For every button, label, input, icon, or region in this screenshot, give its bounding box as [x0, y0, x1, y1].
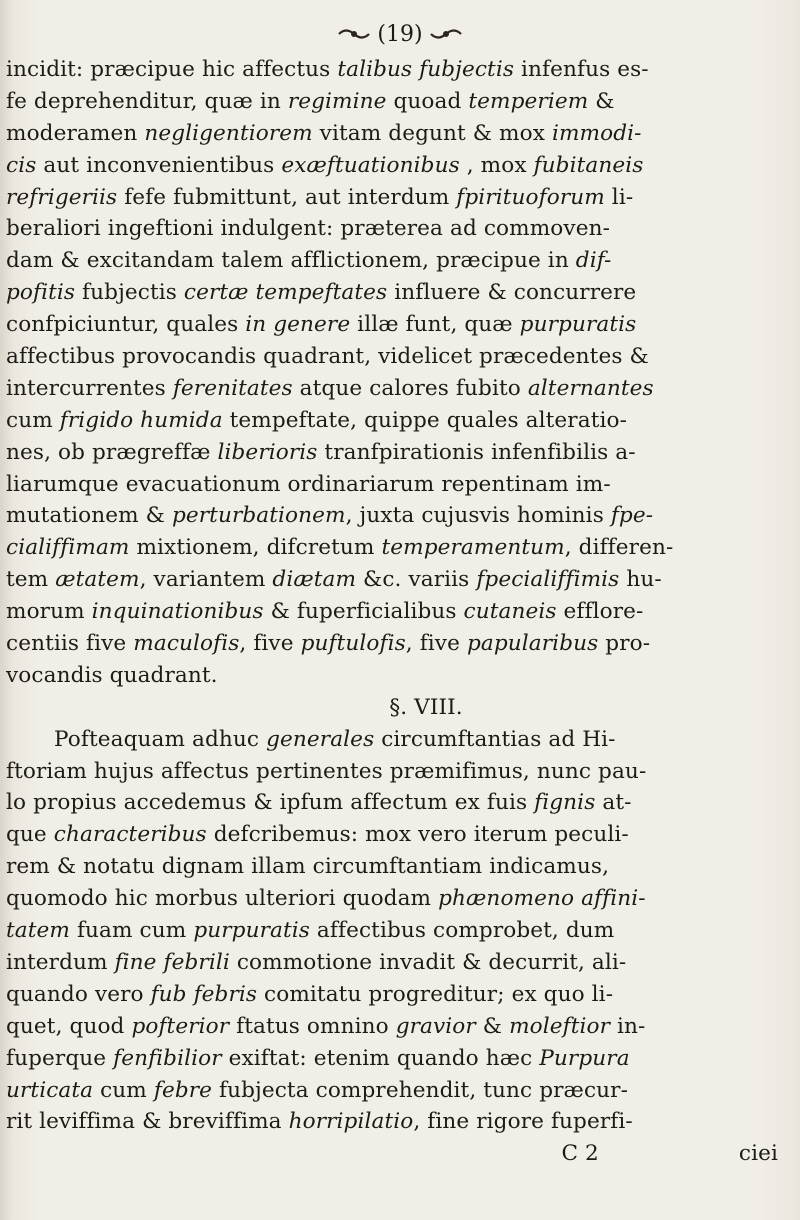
text-run: quomodo hic morbus ulteriori quodam [6, 886, 439, 912]
text-run: nes, ob prægreffæ [6, 439, 218, 465]
text-run: beraliori ingeftioni indulgent: præterea ad commoven- [6, 216, 610, 242]
italic-run: talibus fubjectis [337, 57, 515, 82]
italic-run: diætam [272, 567, 357, 593]
text-line [6, 405, 786, 437]
text-line [6, 86, 786, 118]
text-run: , fine rigore fuperfi- [413, 1109, 633, 1135]
italic-run: papularibus [466, 631, 599, 657]
text-run: mutationem & [6, 503, 172, 529]
text-run: efflore- [556, 599, 644, 625]
text-run: ftoriam hujus affectus pertinentes præmifimus, nunc pau- [6, 758, 647, 784]
text-run: commotione invadit & decurrit, ali- [229, 949, 627, 975]
italic-run: cialiffimam [6, 535, 130, 561]
text-run: que [6, 822, 54, 848]
italic-run: fpirituoforum [456, 184, 605, 210]
left-ornament-icon [337, 26, 371, 42]
italic-run: in genere [245, 312, 351, 338]
text-line [6, 437, 786, 469]
text-line [6, 150, 786, 182]
italic-run: purpuratis [519, 312, 637, 338]
italic-run: cutaneis [463, 599, 557, 625]
italic-run: cis [6, 152, 37, 178]
text-run: , five [405, 631, 467, 657]
text-run: fubjecta comprehendit, tunc præcur- [212, 1077, 628, 1103]
text-run: pro- [598, 631, 651, 657]
page-number: (19) [377, 21, 423, 47]
italic-run: liberioris [217, 439, 318, 465]
text-run: atque calores fubito [292, 375, 528, 401]
text-line [6, 883, 786, 915]
text-line [6, 915, 786, 947]
text-run: ftatus omnino [229, 1013, 396, 1039]
italic-run: horripilatio [288, 1109, 414, 1135]
italic-run: characteribus [53, 822, 207, 848]
text-run: cum [6, 407, 60, 433]
text-run: confpiciuntur, quales [6, 312, 246, 338]
text-run: illæ funt, quæ [350, 312, 520, 338]
italic-run: negligentiorem [144, 120, 313, 146]
italic-run: frigido humida [59, 407, 223, 433]
text-run: affectibus provocandis quadrant, videlicet præcedentes & [6, 344, 649, 370]
italic-run: Purpura [539, 1045, 630, 1071]
text-run: fubjectis [75, 280, 184, 306]
text-run: fuam cum [69, 918, 194, 944]
text-run: li- [604, 184, 634, 210]
text-line [6, 851, 786, 883]
text-run: tem [6, 567, 56, 593]
italic-run: exæftuationibus [281, 152, 460, 178]
running-header [0, 16, 800, 52]
italic-run: fub febris [150, 981, 258, 1007]
italic-run: regimine [287, 88, 387, 114]
right-ornament-icon [429, 26, 463, 42]
italic-run: phænomeno affini- [438, 886, 646, 912]
text-run: fe deprehenditur, quæ in [6, 88, 288, 114]
text-run: , juxta cujusvis hominis [345, 503, 611, 529]
text-run: , mox [459, 152, 534, 178]
text-line [6, 787, 786, 819]
text-line [6, 564, 786, 596]
italic-run: fignis [534, 790, 596, 816]
text-run: intercurrentes [6, 375, 173, 401]
text-run: &c. variis [356, 567, 477, 593]
signature-mark: C 2 [561, 1141, 599, 1167]
italic-run: tatem [6, 918, 70, 944]
text-line [6, 500, 786, 532]
italic-run: fubitaneis [533, 152, 644, 178]
text-line [6, 947, 786, 979]
text-run: affectibus comprobet, dum [309, 918, 615, 944]
text-run: , differen- [564, 535, 674, 561]
text-line [6, 1043, 786, 1075]
italic-run: fpecialiffimis [476, 567, 620, 593]
text-run: exiftat: etenim quando hæc [221, 1045, 540, 1071]
text-line [6, 469, 786, 501]
text-run: lo propius accedemus & ipfum affectum ex fuis [6, 790, 535, 816]
text-run: interdum [6, 949, 115, 975]
italic-run: fine febrili [114, 949, 230, 975]
text-run: centiis five [6, 631, 134, 657]
italic-run: pofitis [6, 280, 76, 306]
text-run: fefe fubmittunt, aut interdum [117, 184, 457, 210]
italic-run: fenfibilior [113, 1045, 222, 1071]
text-run: defcribemus: mox vero iterum peculi- [206, 822, 629, 848]
text-run: influere & concurrere [387, 280, 637, 306]
italic-run: purpuratis [193, 918, 310, 944]
italic-run: fpe- [610, 503, 654, 529]
body-text [6, 54, 786, 1170]
italic-run: temperamentum [381, 535, 565, 561]
text-line [6, 373, 786, 405]
text-run: aut inconvenientibus [36, 152, 282, 178]
text-run: & [588, 88, 615, 114]
text-line [6, 277, 786, 309]
text-line [6, 182, 786, 214]
text-run: vitam degunt & mox [312, 120, 552, 146]
italic-run: maculofis [133, 631, 240, 657]
text-line [6, 628, 786, 660]
italic-run: immodi- [551, 120, 642, 146]
text-run: circumftantias ad Hi- [374, 726, 616, 752]
signature-line [6, 1138, 786, 1170]
italic-run: ferenitates [172, 375, 293, 401]
text-run: tranfpirationis infenfibilis a- [317, 439, 636, 465]
text-run: tempeftate, quippe quales alteratio- [222, 407, 627, 433]
text-run: quoad [386, 88, 469, 114]
text-line [6, 756, 786, 788]
text-line [6, 213, 786, 245]
text-run: quet, quod [6, 1013, 132, 1039]
text-line [6, 309, 786, 341]
catchword: ciei [738, 1141, 778, 1167]
text-run: , variantem [139, 567, 273, 593]
text-run: §. VIII. [389, 694, 463, 720]
text-run: , five [239, 631, 301, 657]
italic-run: febre [153, 1077, 213, 1103]
text-run: morum [6, 599, 92, 625]
text-run: rem & notatu dignam illam circumftantiam indicamus, [6, 854, 610, 880]
text-line [6, 692, 786, 724]
italic-run: generales [266, 726, 375, 752]
italic-run: certæ tempeftates [183, 280, 388, 306]
text-line [6, 724, 786, 756]
text-run: & [475, 1013, 510, 1039]
italic-run: urticata [6, 1077, 94, 1103]
italic-run: gravior [395, 1013, 476, 1039]
text-run: liarumque evacuationum ordinariarum repentinam im- [6, 471, 611, 497]
text-run: vocandis quadrant. [6, 662, 218, 688]
text-run: comitatu progreditur; ex quo li- [257, 981, 614, 1007]
text-line [6, 1075, 786, 1107]
text-line [6, 54, 786, 86]
text-run: fuperque [6, 1045, 114, 1071]
text-run: infenfus es- [514, 57, 649, 82]
italic-run: ætatem [55, 567, 140, 593]
text-line [6, 1011, 786, 1043]
text-run: moderamen [6, 120, 145, 146]
italic-run: perturbationem [171, 503, 346, 529]
text-run: & fuperficialibus [263, 599, 464, 625]
italic-run: alternantes [527, 375, 654, 401]
italic-run: moleftior [509, 1013, 611, 1039]
text-line [6, 532, 786, 564]
text-line [6, 660, 786, 692]
italic-run: dif- [575, 248, 612, 274]
text-line [6, 341, 786, 373]
text-run: mixtionem, difcretum [129, 535, 382, 561]
text-line [6, 118, 786, 150]
text-line [6, 245, 786, 277]
text-run: cum [93, 1077, 154, 1103]
text-run: hu- [619, 567, 662, 593]
italic-run: refrigeriis [6, 184, 118, 210]
text-line [6, 819, 786, 851]
text-line [6, 1106, 786, 1138]
italic-run: temperiem [468, 88, 589, 114]
text-run: quando vero [6, 981, 151, 1007]
italic-run: puftulofis [300, 631, 406, 657]
text-line [6, 979, 786, 1011]
italic-run: pofterior [131, 1013, 230, 1039]
italic-run: inquinationibus [91, 599, 264, 625]
text-run: rit leviffima & breviffima [6, 1109, 289, 1135]
text-run: at- [595, 790, 632, 816]
text-line [6, 596, 786, 628]
text-run: in- [610, 1013, 646, 1039]
text-run: incidit: præcipue hic affectus [6, 57, 338, 82]
text-run: Pofteaquam adhuc [54, 726, 267, 752]
text-run: dam & excitandam talem afflictionem, præcipue in [6, 248, 576, 274]
